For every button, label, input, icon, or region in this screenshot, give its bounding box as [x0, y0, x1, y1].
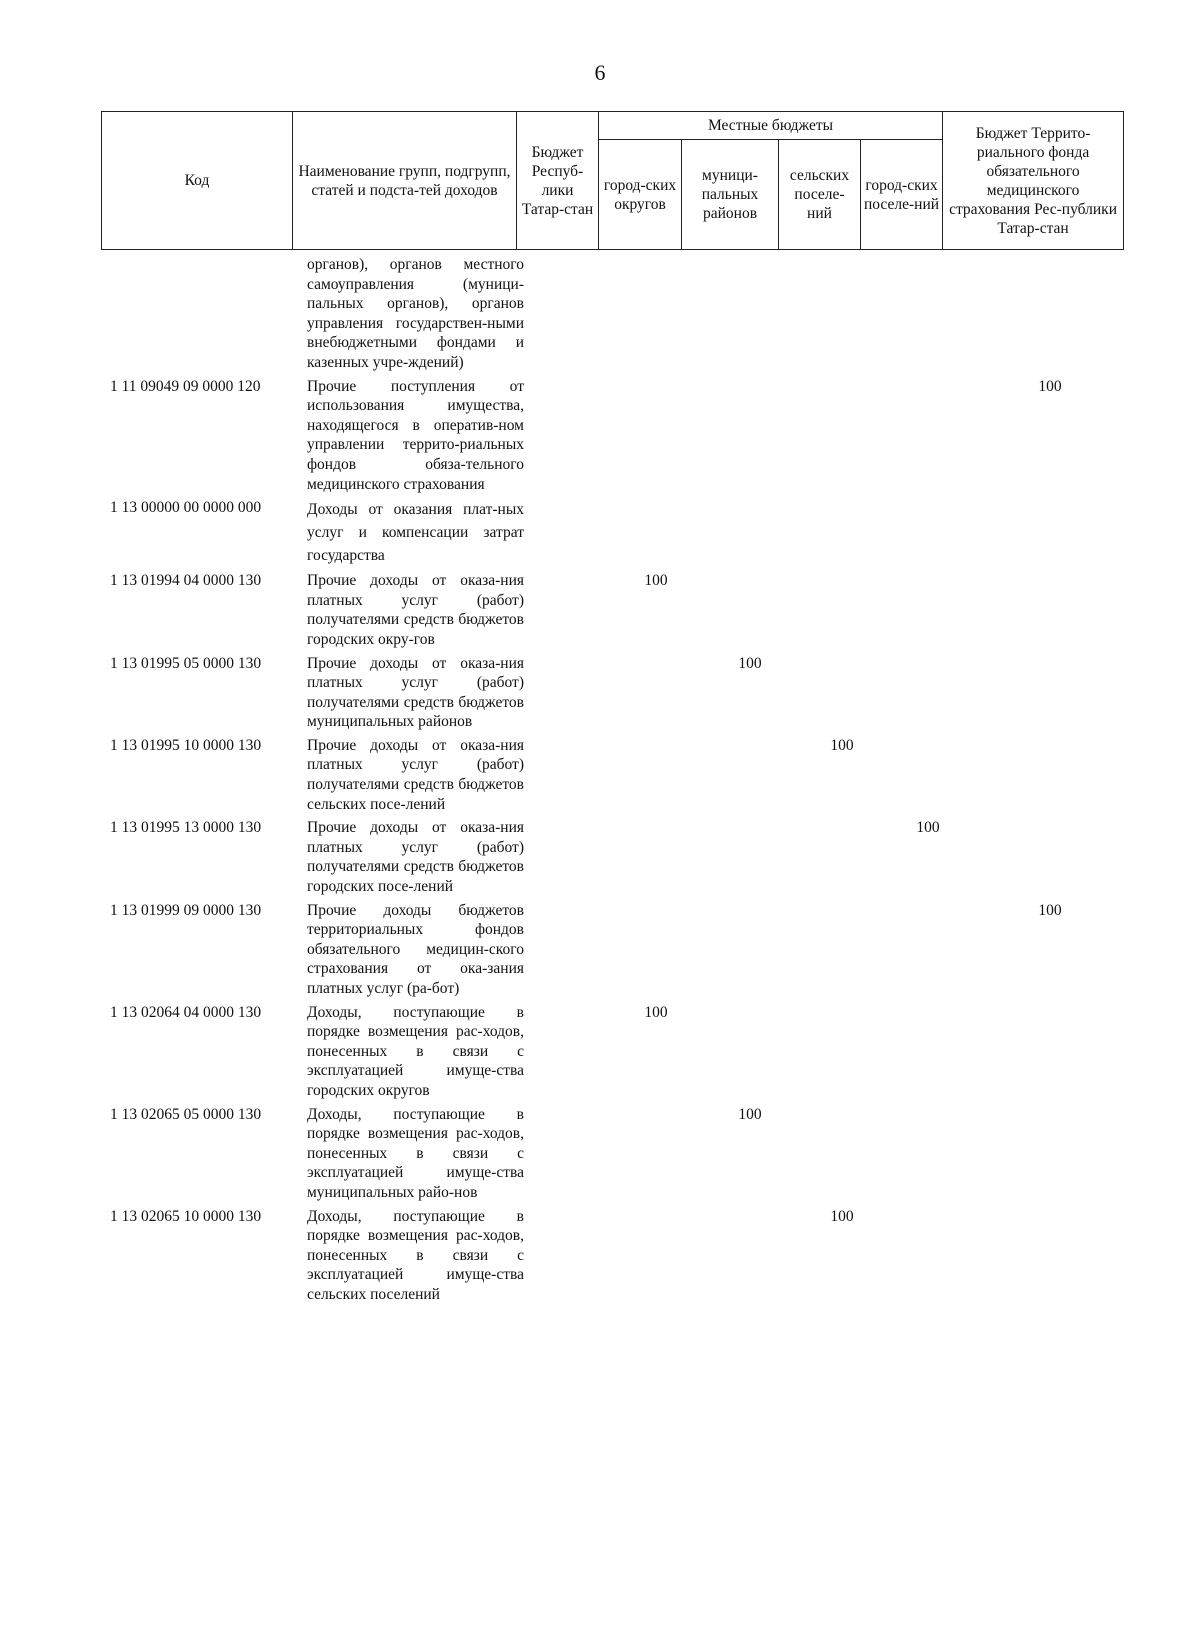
row-code: 1 13 02065 05 0000 130 [110, 1105, 262, 1123]
header-local-budgets: Местные бюджеты [599, 112, 943, 140]
header-rural-settlements: сельских поселе-ний [779, 140, 861, 250]
header-territorial-fund: Бюджет Террито-риального фонда обязательного медицинского страхования Рес-публики Татар-стан [943, 112, 1124, 250]
header-municipal-districts: муници-пальных районов [682, 140, 779, 250]
row-code: 1 13 02064 04 0000 130 [110, 1003, 262, 1021]
value-territorial-fund: 100 [1038, 377, 1062, 395]
row-code: 1 13 01999 09 0000 130 [110, 901, 262, 919]
row-name: Доходы, поступающие в порядке возмещения рас-ходов, понесенных в связи с эксплуатацией имуще-ства муниципальных райо-нов [307, 1105, 524, 1201]
row-code: 1 13 01995 10 0000 130 [110, 736, 262, 754]
value-municipal-districts: 100 [738, 1105, 762, 1123]
table-row [0, 1207, 1200, 1305]
row-code: 1 13 02065 10 0000 130 [110, 1207, 262, 1225]
row-code: 1 11 09049 09 0000 120 [110, 377, 261, 395]
table-row [0, 1105, 1200, 1203]
row-name: Прочие доходы от оказа-ния платных услуг (работ) получателями средств бюджетов муниципальных районов [307, 654, 524, 731]
header-republic-budget: Бюджет Респуб-лики Татар-стан [517, 112, 599, 250]
table-row [0, 1003, 1200, 1101]
header-urban-settlements: город-ских поселе-ний [861, 140, 943, 250]
row-code: 1 13 01995 13 0000 130 [110, 819, 262, 837]
value-municipal-districts: 100 [738, 654, 762, 672]
row-name: Прочие доходы от оказа-ния платных услуг (работ) получателями средств бюджетов городских посе-лений [307, 819, 524, 896]
page-number: 6 [594, 60, 606, 85]
value-city-districts: 100 [644, 1003, 668, 1021]
table-header [101, 111, 1124, 250]
table-body [0, 255, 1200, 1309]
value-territorial-fund: 100 [1038, 901, 1062, 919]
table-row [0, 818, 1200, 896]
row-name: органов), органов местного самоуправления (муници-пальных органов), органов управления государствен-ными внебюджетными фондами и казенных учре-ждений) [307, 256, 524, 371]
value-rural-settlements: 100 [830, 736, 854, 754]
row-name: Прочие доходы от оказа-ния платных услуг (работ) получателями средств бюджетов сельских посе-лений [307, 736, 524, 813]
row-name: Прочие доходы бюджетов территориальных фондов обязательного медицин-ского страхования от ока-зания платных услуг (ра-бот) [307, 901, 524, 997]
row-name: Прочие поступления от использования имущества, находящегося в оператив-ном управлении террито-риальных фондов обяза-тельного медицинского страхования [307, 377, 524, 493]
header-name: Наименование групп, подгрупп, статей и подста-тей доходов [293, 112, 517, 250]
value-rural-settlements: 100 [830, 1207, 854, 1225]
row-name: Доходы от оказания плат-ных услуг и компенсации затрат государства [307, 501, 524, 565]
header-city-districts: город-ских округов [599, 140, 682, 250]
table-row [0, 654, 1200, 732]
row-code: 1 13 01995 05 0000 130 [110, 654, 262, 672]
row-code: 1 13 01994 04 0000 130 [110, 572, 262, 590]
row-name: Доходы, поступающие в порядке возмещения рас-ходов, понесенных в связи с эксплуатацией имуще-ства сельских поселений [307, 1207, 524, 1303]
value-city-districts: 100 [644, 572, 668, 590]
row-name: Прочие доходы от оказа-ния платных услуг (работ) получателями средств бюджетов городских окру-гов [307, 572, 524, 648]
table-row [0, 736, 1200, 814]
table-row [0, 498, 1200, 567]
table-row [0, 901, 1200, 999]
row-name: Доходы, поступающие в порядке возмещения рас-ходов, понесенных в связи с эксплуатацией имуще-ства городских округов [307, 1003, 524, 1099]
table-row [0, 571, 1200, 649]
table-row [0, 255, 1200, 373]
row-code: 1 13 00000 00 0000 000 [110, 499, 262, 517]
table-row [0, 377, 1200, 495]
value-urban-settlements: 100 [916, 819, 940, 837]
header-code: Код [102, 112, 293, 250]
